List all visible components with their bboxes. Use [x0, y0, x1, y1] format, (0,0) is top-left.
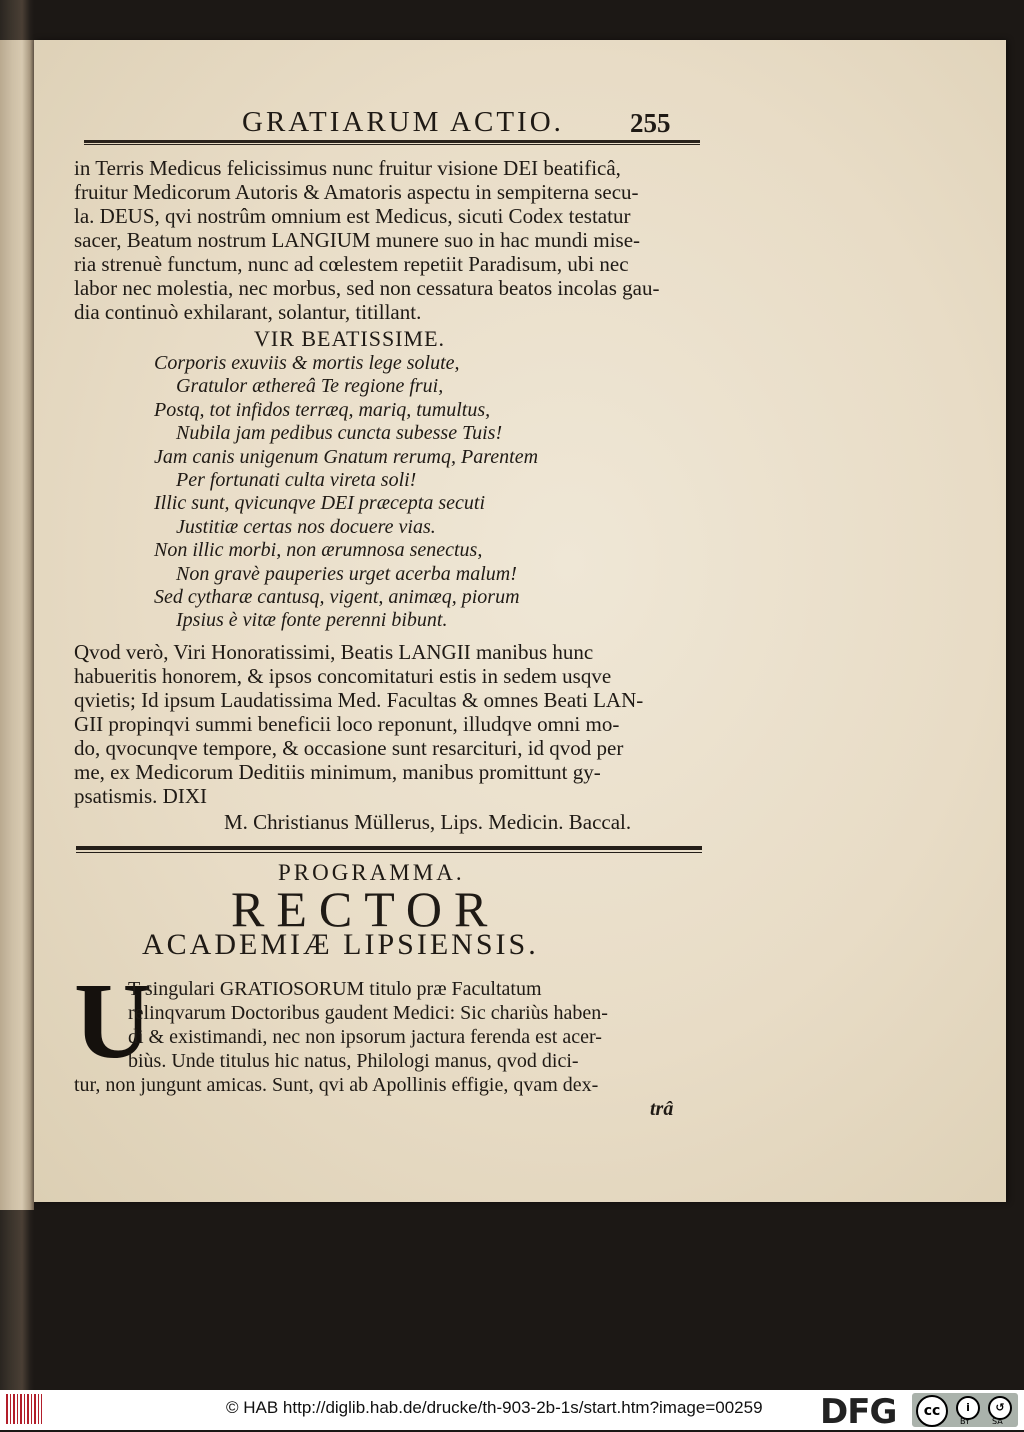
- rector-heading: RECTOR: [231, 881, 500, 937]
- book-page: [34, 40, 1006, 1202]
- text-line: psatismis. DIXI: [74, 784, 207, 808]
- text-line: fruitur Medicorum Autoris & Amatoris aspectu in sempiterna secu-: [74, 180, 639, 204]
- poem-line: Nubila jam pedibus cuncta subesse Tuis!: [176, 422, 503, 445]
- poem-line: Per fortunati culta vireta soli!: [176, 469, 417, 492]
- poem-line: Sed cytharæ cantusq, vigent, animæq, piorum: [154, 586, 520, 609]
- dfg-logo: DFG: [820, 1392, 897, 1432]
- poem-heading: VIR BEATISSIME.: [254, 326, 446, 351]
- viewer-footer: [0, 1390, 1024, 1430]
- poem-line: Ipsius è vitæ fonte perenni bibunt.: [176, 609, 448, 632]
- running-header: GRATIARUM ACTIO.: [242, 106, 564, 138]
- programma-text: [74, 977, 702, 1097]
- poem-line: Gratulor æthereâ Te regione frui,: [176, 375, 444, 398]
- academy-heading: ACADEMIÆ LIPSIENSIS.: [142, 928, 539, 961]
- drop-cap: U: [74, 962, 152, 1081]
- text-line: me, ex Medicorum Deditiis minimum, manibus promittunt gy-: [74, 760, 601, 784]
- text-line: labor nec molestia, nec morbus, sed non cessatura beatos incolas gau-: [74, 276, 660, 300]
- poem-line: Postq, tot infidos terræq, mariq, tumultus,: [154, 398, 491, 421]
- previous-page-edge: [0, 40, 34, 1210]
- share-alike-icon: ↺: [988, 1396, 1012, 1420]
- text-line: sacer, Beatum nostrum LANGIUM munere suo in hac mundi mise-: [74, 228, 641, 252]
- poem-line: Illic sunt, qvicunqve DEI præcepta secuti: [154, 492, 486, 515]
- attribution-icon: i: [956, 1396, 980, 1420]
- programma-label: PROGRAMMA.: [278, 860, 465, 885]
- license-by-label: BY: [960, 1417, 970, 1426]
- section-divider-thin: [76, 852, 702, 853]
- header-rule-thin: [84, 144, 700, 145]
- page-number: 255: [630, 108, 671, 138]
- text-line: do, qvocunqve tempore, & occasione sunt resarcituri, id qvod per: [74, 736, 624, 760]
- text-line: relinqvarum Doctoribus gaudent Medici: Sic chariùs haben-: [128, 1002, 608, 1024]
- text-line: GII propinqvi summi beneficii loco reponunt, illudqve omni mo-: [74, 712, 620, 736]
- poem-line: Jam canis unigenum Gnatum rerumq, Parentem: [154, 445, 539, 468]
- text-line: dia continuò exhilarant, solantur, titillant.: [74, 300, 422, 324]
- text-line: la. DEUS, qvi nostrûm omnium est Medicus, sicuti Codex testatur: [74, 204, 631, 228]
- signature: M. Christianus Müllerus, Lips. Medicin. Baccal.: [224, 810, 632, 834]
- text-line: in Terris Medicus felicissimus nunc fruitur visione DEI beatificâ,: [74, 156, 621, 180]
- catchword: trâ: [650, 1098, 674, 1120]
- paragraph-2: [74, 640, 702, 808]
- text-line: habueritis honorem, & ipsos concomitaturi estis in sedem usqve: [74, 664, 612, 688]
- source-credit-link[interactable]: © HAB http://diglib.hab.de/drucke/th-903-2b-1s/start.htm?image=00259: [226, 1398, 763, 1417]
- section-divider: [76, 846, 702, 850]
- text-line: di & existimandi, nec non ipsorum jactura ferenda est acer-: [128, 1026, 602, 1048]
- cc-icon: cc: [916, 1395, 948, 1427]
- cc-license-badge[interactable]: [912, 1393, 1018, 1427]
- poem-line: Justitiæ certas nos docuere vias.: [176, 515, 436, 538]
- text-line: T singulari GRATIOSORUM titulo præ Facultatum: [128, 978, 542, 1000]
- license-sa-label: SA: [992, 1417, 1003, 1426]
- paragraph-1: [74, 156, 702, 324]
- poem: [154, 352, 654, 633]
- text-line: tur, non jungunt amicas. Sunt, qvi ab Apollinis effigie, qvam dex-: [74, 1074, 599, 1096]
- barcode-icon: [6, 1394, 42, 1424]
- text-line: Qvod verò, Viri Honoratissimi, Beatis LANGII manibus hunc: [74, 640, 594, 664]
- poem-line: Non illic morbi, non ærumnosa senectus,: [154, 539, 483, 562]
- text-line: biùs. Unde titulus hic natus, Philologi manus, qvod dici-: [128, 1050, 579, 1072]
- header-rule: [84, 140, 700, 143]
- poem-line: Non gravè pauperies urget acerba malum!: [176, 562, 517, 585]
- text-line: ria strenuè functum, nunc ad cœlestem repetiit Paradisum, ubi nec: [74, 252, 629, 276]
- poem-line: Corporis exuviis & mortis lege solute,: [154, 352, 460, 374]
- text-line: qvietis; Id ipsum Laudatissima Med. Facultas & omnes Beati LAN-: [74, 688, 644, 712]
